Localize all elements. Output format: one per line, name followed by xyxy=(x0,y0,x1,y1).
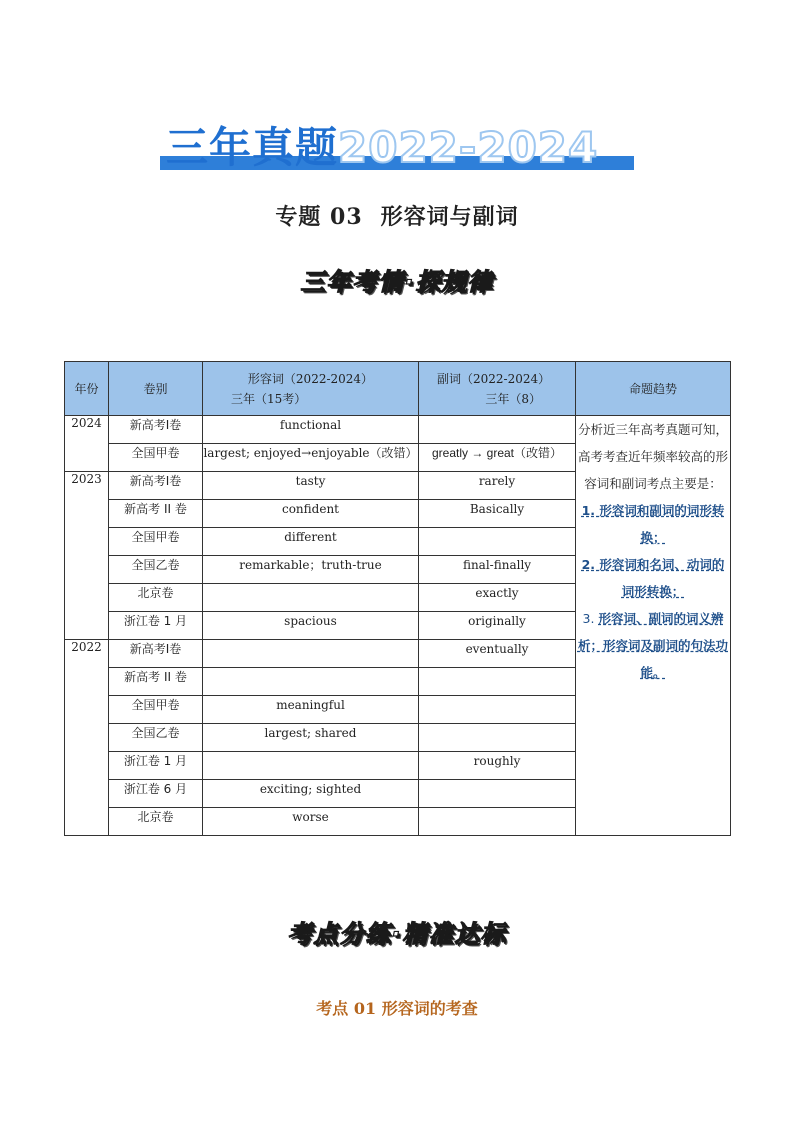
adjective-cell: remarkable；truth-true xyxy=(203,556,419,584)
paper-cell: 全国甲卷 xyxy=(109,696,203,724)
adjective-cell xyxy=(203,752,419,780)
paper-cell: 北京卷 xyxy=(109,584,203,612)
point-title: 考点 01 形容词的考查 xyxy=(316,999,478,1018)
table-row xyxy=(65,416,731,444)
paper-cell: 新高考Ⅰ卷 xyxy=(109,416,203,444)
trend-point-1: 1. 形容词和副词的词形转换； xyxy=(581,503,725,545)
year-cell-2022: 2022 xyxy=(65,640,109,836)
banner-text xyxy=(166,122,598,174)
paper-cell: 全国甲卷 xyxy=(109,528,203,556)
adverb-cell: exactly xyxy=(419,584,576,612)
header-adverb xyxy=(419,362,576,416)
adverb-cell: rarely xyxy=(419,472,576,500)
adverb-cell: greatly → great（改错） xyxy=(419,444,576,472)
adverb-cell xyxy=(419,668,576,696)
trend-point-3 xyxy=(576,605,730,686)
adverb-cell xyxy=(419,780,576,808)
adverb-cell xyxy=(419,696,576,724)
adjective-cell: meaningful xyxy=(203,696,419,724)
subject-topic: 形容词与副词 xyxy=(380,204,519,230)
adverb-cell xyxy=(419,724,576,752)
paper-cell: 新高考Ⅰ卷 xyxy=(109,640,203,668)
paper-cell: 浙江卷 1 月 xyxy=(109,612,203,640)
year-cell-2023: 2023 xyxy=(65,472,109,640)
adjective-cell xyxy=(203,584,419,612)
adverb-cell: originally xyxy=(419,612,576,640)
paper-cell: 浙江卷 1 月 xyxy=(109,752,203,780)
title-banner xyxy=(160,122,636,178)
adjective-cell: spacious xyxy=(203,612,419,640)
trend-point-2: 2. 形容词和名词、动词的词形转换； xyxy=(581,557,725,599)
adverb-cell xyxy=(419,528,576,556)
trend-point-3-text: 形容词、副词的词义辨析；形容词及副词的句法功能。 xyxy=(577,611,728,680)
adverb-cell xyxy=(419,808,576,836)
adjective-cell: functional xyxy=(203,416,419,444)
adverb-cell: roughly xyxy=(419,752,576,780)
paper-cell: 全国乙卷 xyxy=(109,556,203,584)
paper-cell: 北京卷 xyxy=(109,808,203,836)
header-year: 年份 xyxy=(65,362,109,416)
adjective-cell: different xyxy=(203,528,419,556)
banner-cn-text: 三年真题 xyxy=(166,123,339,172)
header-adjective-line1: 形容词（2022-2024） xyxy=(247,371,374,386)
section-title-exam-analysis: 三年考情·探规律 xyxy=(300,268,494,296)
header-adjective xyxy=(203,362,419,416)
section-title-practice: 考点分练·精准达标 xyxy=(287,920,507,948)
trend-cell xyxy=(576,416,731,836)
banner-years-text: 2022-2024 xyxy=(338,123,599,172)
paper-cell: 新高考 II 卷 xyxy=(109,668,203,696)
trend-point-3-num: 3. xyxy=(582,611,599,626)
subject-number: 03 xyxy=(330,204,363,230)
adjective-cell: confident xyxy=(203,500,419,528)
trend-intro: 分析近三年高考真题可知，高考考查近年频率较高的形容词和副词考点主要是： xyxy=(577,422,728,491)
paper-cell: 浙江卷 6 月 xyxy=(109,780,203,808)
adjective-cell xyxy=(203,640,419,668)
header-paper: 卷别 xyxy=(109,362,203,416)
paper-cell: 全国乙卷 xyxy=(109,724,203,752)
table-header-row xyxy=(65,362,731,416)
paper-cell: 新高考Ⅰ卷 xyxy=(109,472,203,500)
adverb-cell xyxy=(419,416,576,444)
subject-prefix: 专题 xyxy=(275,204,322,230)
subject-title xyxy=(0,200,794,231)
header-adjective-line2: 三年（15考） xyxy=(231,391,307,406)
exam-summary-table xyxy=(64,361,731,836)
header-adverb-line2: 三年（8） xyxy=(485,391,541,406)
paper-cell: 全国甲卷 xyxy=(109,444,203,472)
adjective-cell: tasty xyxy=(203,472,419,500)
adjective-cell: worse xyxy=(203,808,419,836)
adverb-cell: final-finally xyxy=(419,556,576,584)
adjective-cell: exciting; sighted xyxy=(203,780,419,808)
header-trend: 命题趋势 xyxy=(576,362,731,416)
adverb-cell: eventually xyxy=(419,640,576,668)
adverb-cell: Basically xyxy=(419,500,576,528)
adjective-cell: largest; shared xyxy=(203,724,419,752)
paper-cell: 新高考 II 卷 xyxy=(109,500,203,528)
header-adverb-line1: 副词（2022-2024） xyxy=(437,371,551,386)
adjective-cell xyxy=(203,668,419,696)
year-cell-2024: 2024 xyxy=(65,416,109,472)
adjective-cell: largest; enjoyed→enjoyable（改错） xyxy=(203,444,419,472)
